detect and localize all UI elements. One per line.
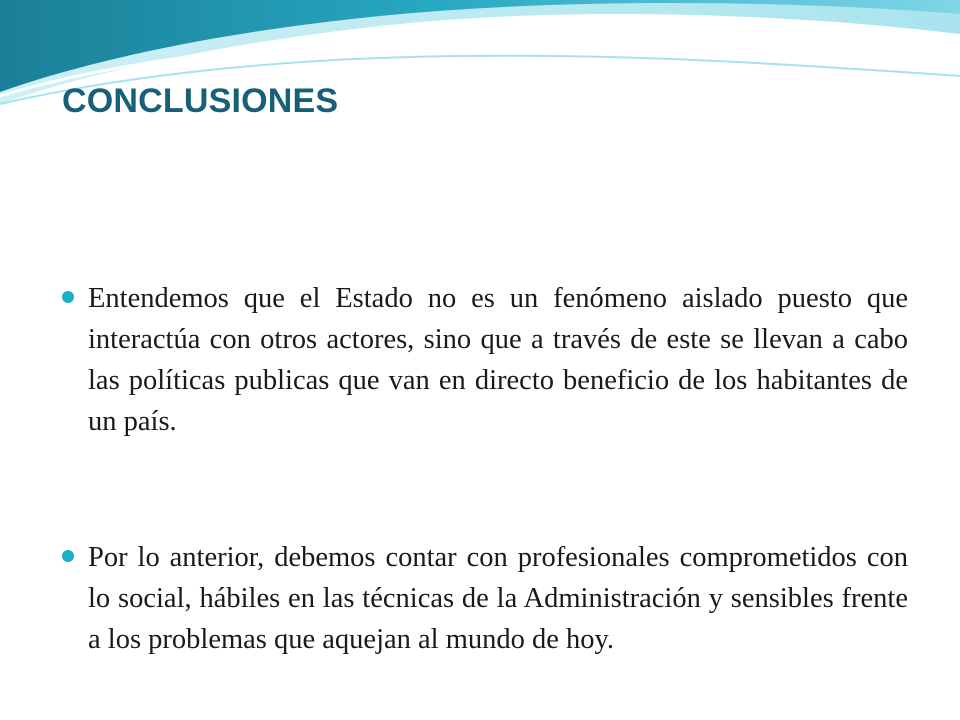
bullet-item (62, 537, 908, 660)
slide-title: CONCLUSIONES (62, 82, 339, 120)
bullet-dot-icon (62, 550, 74, 562)
bullet-text: Por lo anterior, debemos contar con profesionales comprometidos con lo social, hábiles en las técnicas de la Administración y sensibles frente a los problemas que aquejan al mundo de hoy. (88, 542, 908, 655)
bullet-list (62, 278, 908, 660)
bullet-dot-icon (62, 291, 74, 303)
bullet-item (62, 278, 908, 442)
bullet-text: Entendemos que el Estado no es un fenómeno aislado puesto que interactúa con otros actores, sino que a través de este se llevan a cabo las políticas publicas que van en directo beneficio de los habitantes de un país. (88, 283, 908, 437)
